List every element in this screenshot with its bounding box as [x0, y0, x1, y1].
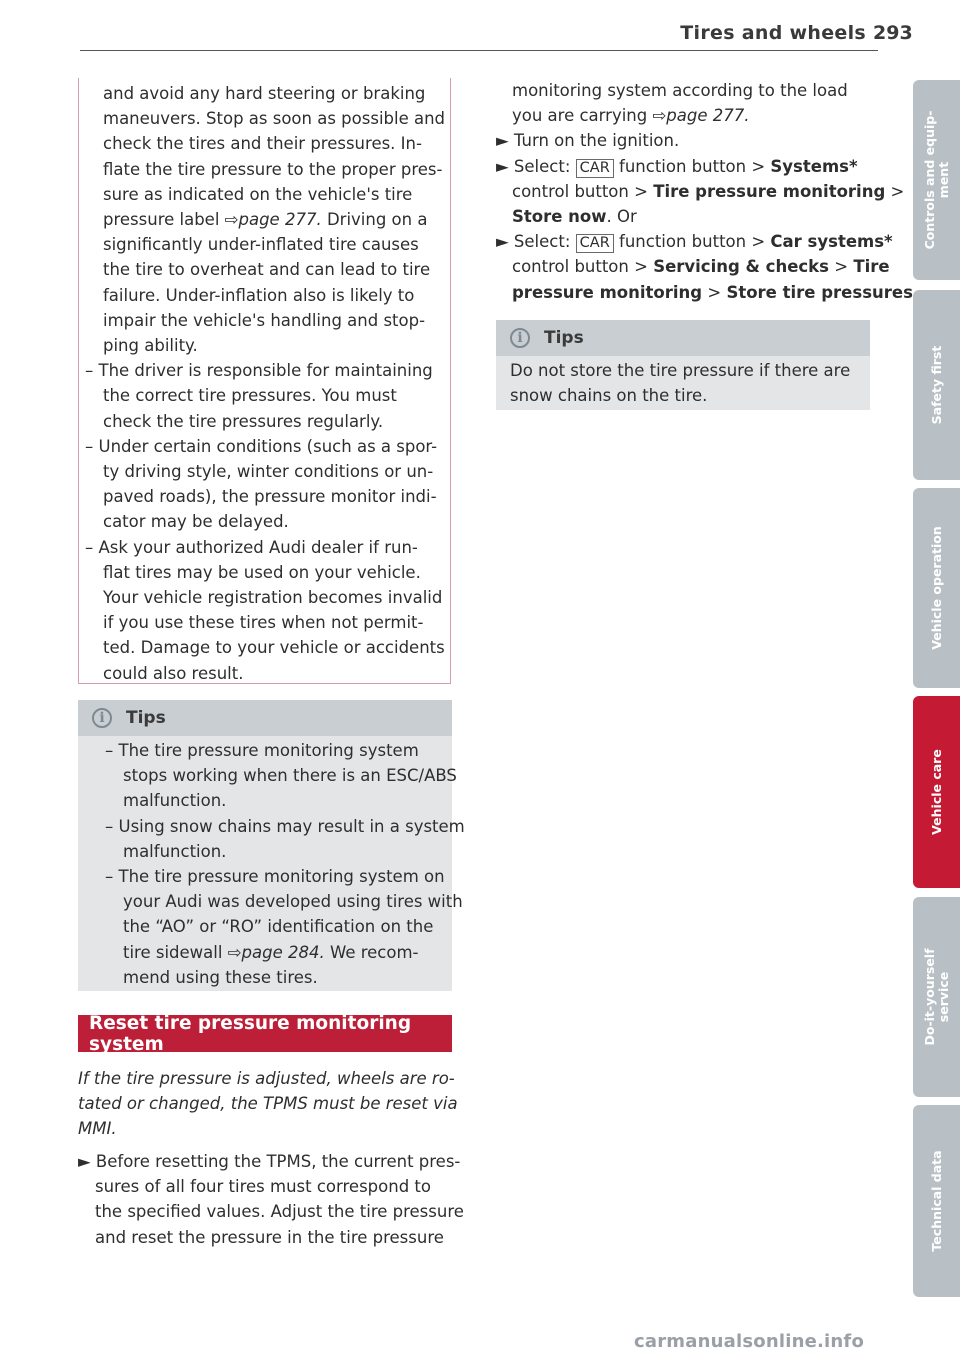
- step-line: you are carrying ⇨page 277.: [512, 106, 750, 126]
- sidebar-tab-do-it-yourself[interactable]: Do-it-yourself service: [913, 897, 960, 1097]
- running-header-title: Tires and wheels: [680, 22, 866, 44]
- sidebar-tab-safety[interactable]: Safety first: [913, 290, 960, 480]
- warning-line: – The driver is responsible for maintaining: [85, 361, 433, 381]
- sidebar-tab-technical-data[interactable]: Technical data: [913, 1105, 960, 1297]
- watermark: carmanualsonline.info: [634, 1331, 865, 1352]
- warning-line: Your vehicle registration becomes invalid: [103, 588, 443, 608]
- info-icon: i: [92, 708, 112, 728]
- step-line: ► Select: CAR function button > Systems*: [496, 156, 858, 176]
- tips-header: [496, 320, 870, 356]
- warning-line: significantly under-inflated tire causes: [103, 235, 419, 255]
- tips-line: tire sidewall ⇨page 284. We recom-: [123, 942, 419, 962]
- step-line: sures of all four tires must correspond to: [95, 1177, 431, 1197]
- tips-label: Tips: [544, 328, 584, 348]
- step-line: and reset the pressure in the tire pressure: [95, 1227, 444, 1247]
- step-line: pressure monitoring > Store tire pressures: [512, 282, 913, 302]
- sidebar-tab-controls[interactable]: Controls and equip- ment: [913, 80, 960, 280]
- warning-box: [78, 78, 451, 684]
- tips-box: [78, 736, 465, 991]
- step-line: ► Before resetting the TPMS, the current pres-: [78, 1152, 461, 1171]
- header-rule: [80, 50, 878, 51]
- car-key-icon: CAR: [576, 234, 614, 253]
- warning-line: failure. Under-inflation also is likely to: [103, 285, 415, 305]
- info-icon: i: [510, 328, 530, 348]
- warning-line: the tire to overheat and can lead to tire: [103, 260, 431, 280]
- warning-line: flate the tire pressure to the proper pres-: [103, 159, 443, 179]
- section-intro: If the tire pressure is adjusted, wheels are ro- tated or changed, the TPMS must be reset via MMI.: [78, 1069, 458, 1139]
- tips-box: [496, 356, 870, 410]
- tips-label: Tips: [126, 708, 166, 728]
- warning-line: ty driving style, winter conditions or un-: [103, 462, 434, 482]
- warning-line: – Under certain conditions (such as a spor-: [85, 436, 438, 456]
- sidebar-tab-vehicle-care[interactable]: Vehicle care: [913, 696, 960, 888]
- step-line: ► Select: CAR function button > Car systems*: [496, 232, 893, 252]
- step-line: control button > Servicing & checks > Tire: [512, 257, 890, 277]
- warning-line: check the tire pressures regularly.: [103, 411, 384, 431]
- page-reference-link[interactable]: ⇨page 277.: [652, 106, 750, 126]
- step-line: Store now. Or: [512, 207, 637, 227]
- step-line: the specified values. Adjust the tire pressure: [95, 1202, 464, 1222]
- warning-line: cator may be delayed.: [103, 512, 289, 532]
- warning-line: maneuvers. Stop as soon as possible and: [103, 109, 446, 129]
- warning-line: – Ask your authorized Audi dealer if run-: [85, 537, 418, 557]
- page-reference-link[interactable]: ⇨page 277.: [224, 210, 322, 230]
- step-line: ► Turn on the ignition.: [496, 131, 680, 151]
- page-reference-link[interactable]: ⇨page 284.: [227, 942, 325, 962]
- tips-line: the “AO” or “RO” identification on the: [123, 917, 434, 937]
- tips-line: Do not store the tire pressure if there are: [510, 361, 851, 380]
- section-heading: Reset tire pressure monitoring system: [78, 1015, 452, 1052]
- tips-header: [78, 700, 452, 736]
- right-column: [496, 78, 913, 305]
- warning-line: and avoid any hard steering or braking: [103, 84, 426, 103]
- warning-line: check the tires and their pressures. In-: [103, 134, 422, 154]
- tips-line: – The tire pressure monitoring system on: [105, 867, 445, 887]
- car-key-icon: CAR: [576, 159, 614, 178]
- warning-line: sure as indicated on the vehicle's tire: [103, 184, 413, 204]
- warning-line: ping ability.: [103, 336, 198, 356]
- tips-line: stops working when there is an ESC/ABS: [123, 766, 457, 786]
- warning-line: could also result.: [103, 663, 244, 683]
- warning-line: impair the vehicle's handling and stop-: [103, 310, 426, 330]
- tips-line: mend using these tires.: [123, 967, 318, 987]
- warning-line: the correct tire pressures. You must: [103, 386, 397, 406]
- warning-line: if you use these tires when not permit-: [103, 613, 424, 633]
- warning-line: ted. Damage to your vehicle or accidents: [103, 638, 445, 658]
- warning-line: paved roads), the pressure monitor indi-: [103, 487, 437, 507]
- step-line: control button > Tire pressure monitoring >: [512, 181, 905, 201]
- tips-line: – The tire pressure monitoring system: [105, 741, 419, 760]
- tips-line: – Using snow chains may result in a system: [105, 816, 465, 836]
- sidebar-tab-vehicle-operation[interactable]: Vehicle operation: [913, 488, 960, 688]
- tips-line: your Audi was developed using tires with: [123, 892, 463, 912]
- step-list: [78, 1149, 464, 1250]
- step-line: monitoring system according to the load: [512, 81, 848, 100]
- warning-line: flat tires may be used on your vehicle.: [103, 562, 421, 582]
- tips-line: malfunction.: [123, 791, 227, 811]
- warning-line: pressure label ⇨page 277. Driving on a: [103, 210, 428, 230]
- page-number: 293: [873, 22, 913, 44]
- tips-line: malfunction.: [123, 841, 227, 861]
- tips-line: snow chains on the tire.: [510, 386, 708, 406]
